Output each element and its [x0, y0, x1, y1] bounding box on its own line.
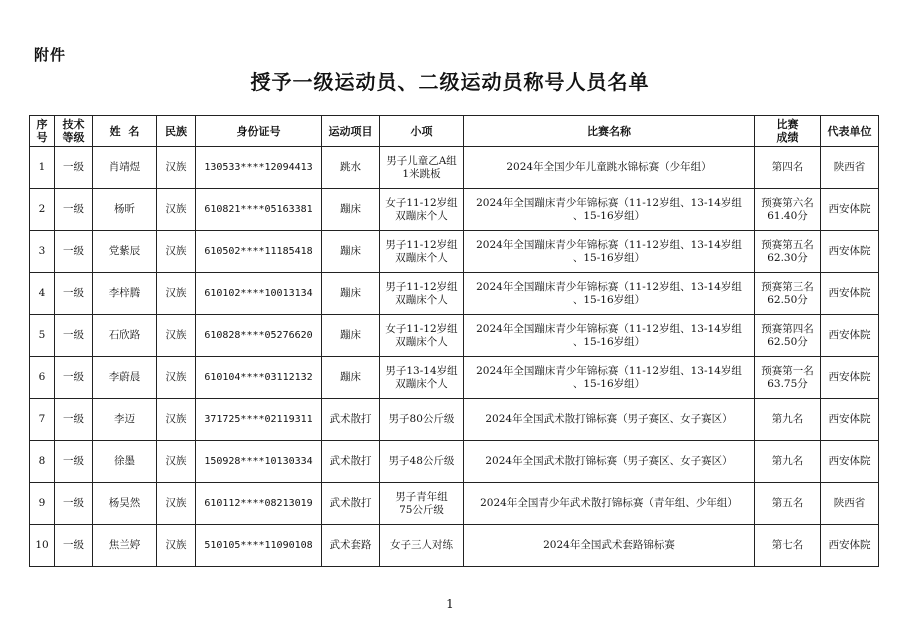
cell-ethnicity: 汉族 — [157, 483, 196, 525]
cell-no: 3 — [30, 231, 55, 273]
cell-sport: 武术套路 — [322, 525, 380, 567]
cell-ethnicity: 汉族 — [157, 315, 196, 357]
attachment-label: 附件 — [34, 46, 67, 64]
cell-sport: 蹦床 — [322, 273, 380, 315]
cell-ethnicity: 汉族 — [157, 273, 196, 315]
header-unit: 代表单位 — [821, 116, 879, 147]
cell-competition: 2024年全国蹦床青少年锦标赛（11-12岁组、13-14岁组 、15-16岁组） — [464, 273, 755, 315]
cell-sport: 蹦床 — [322, 231, 380, 273]
cell-competition: 2024年全国武术套路锦标赛 — [464, 525, 755, 567]
cell-result: 预赛第三名 62.50分 — [755, 273, 821, 315]
cell-name: 杨昕 — [93, 189, 157, 231]
cell-event: 女子三人对练 — [380, 525, 464, 567]
cell-sport: 武术散打 — [322, 483, 380, 525]
cell-event: 男子11-12岁组 双蹦床个人 — [380, 273, 464, 315]
document-title: 授予一级运动员、二级运动员称号人员名单 — [250, 70, 650, 94]
cell-competition: 2024年全国青少年武术散打锦标赛（青年组、少年组） — [464, 483, 755, 525]
cell-no: 7 — [30, 399, 55, 441]
cell-level: 一级 — [55, 483, 93, 525]
cell-sport: 武术散打 — [322, 399, 380, 441]
header-competition: 比赛名称 — [464, 116, 755, 147]
cell-no: 8 — [30, 441, 55, 483]
cell-competition: 2024年全国蹦床青少年锦标赛（11-12岁组、13-14岁组 、15-16岁组） — [464, 231, 755, 273]
table-row — [30, 357, 879, 399]
cell-event: 男子儿童乙A组 1米跳板 — [380, 147, 464, 189]
cell-level: 一级 — [55, 525, 93, 567]
cell-name: 徐墨 — [93, 441, 157, 483]
cell-no: 5 — [30, 315, 55, 357]
cell-competition: 2024年全国武术散打锦标赛（男子赛区、女子赛区） — [464, 441, 755, 483]
cell-name: 李迈 — [93, 399, 157, 441]
cell-level: 一级 — [55, 315, 93, 357]
header-sport: 运动项目 — [322, 116, 380, 147]
cell-name: 焦兰婷 — [93, 525, 157, 567]
cell-sport: 蹦床 — [322, 315, 380, 357]
cell-id: 130533****12094413 — [196, 147, 322, 189]
cell-event: 女子11-12岁组 双蹦床个人 — [380, 189, 464, 231]
cell-sport: 蹦床 — [322, 357, 380, 399]
cell-result: 预赛第四名 62.50分 — [755, 315, 821, 357]
table-row — [30, 273, 879, 315]
header-serial-no: 序 号 — [30, 116, 55, 147]
cell-id: 371725****02119311 — [196, 399, 322, 441]
cell-level: 一级 — [55, 147, 93, 189]
cell-unit: 西安体院 — [821, 315, 879, 357]
cell-level: 一级 — [55, 399, 93, 441]
cell-competition: 2024年全国蹦床青少年锦标赛（11-12岁组、13-14岁组 、15-16岁组） — [464, 357, 755, 399]
cell-event: 男子11-12岁组 双蹦床个人 — [380, 231, 464, 273]
cell-ethnicity: 汉族 — [157, 357, 196, 399]
cell-result: 第九名 — [755, 399, 821, 441]
cell-unit: 西安体院 — [821, 273, 879, 315]
table-row — [30, 441, 879, 483]
cell-sport: 蹦床 — [322, 189, 380, 231]
cell-result: 预赛第一名 63.75分 — [755, 357, 821, 399]
cell-id: 610112****08213019 — [196, 483, 322, 525]
cell-result: 预赛第六名 61.40分 — [755, 189, 821, 231]
cell-name: 李梓腾 — [93, 273, 157, 315]
cell-result: 预赛第五名 62.30分 — [755, 231, 821, 273]
cell-competition: 2024年全国少年儿童跳水锦标赛（少年组） — [464, 147, 755, 189]
cell-no: 1 — [30, 147, 55, 189]
cell-id: 610821****05163381 — [196, 189, 322, 231]
cell-no: 6 — [30, 357, 55, 399]
cell-ethnicity: 汉族 — [157, 231, 196, 273]
cell-level: 一级 — [55, 273, 93, 315]
header-result: 比赛 成绩 — [755, 116, 821, 147]
cell-id: 610502****11185418 — [196, 231, 322, 273]
cell-ethnicity: 汉族 — [157, 189, 196, 231]
cell-unit: 西安体院 — [821, 357, 879, 399]
cell-event: 男子13-14岁组 双蹦床个人 — [380, 357, 464, 399]
cell-id: 610104****03112132 — [196, 357, 322, 399]
cell-unit: 陕西省 — [821, 483, 879, 525]
cell-result: 第五名 — [755, 483, 821, 525]
page-number: 1 — [446, 597, 454, 611]
cell-event: 女子11-12岁组 双蹦床个人 — [380, 315, 464, 357]
header-event: 小项 — [380, 116, 464, 147]
cell-competition: 2024年全国蹦床青少年锦标赛（11-12岁组、13-14岁组 、15-16岁组） — [464, 315, 755, 357]
cell-no: 2 — [30, 189, 55, 231]
cell-ethnicity: 汉族 — [157, 399, 196, 441]
cell-level: 一级 — [55, 231, 93, 273]
cell-id: 150928****10130334 — [196, 441, 322, 483]
table-row — [30, 315, 879, 357]
cell-competition: 2024年全国蹦床青少年锦标赛（11-12岁组、13-14岁组 、15-16岁组） — [464, 189, 755, 231]
cell-unit: 陕西省 — [821, 147, 879, 189]
cell-name: 石欣路 — [93, 315, 157, 357]
table-row — [30, 399, 879, 441]
cell-id: 510105****11090108 — [196, 525, 322, 567]
table-row — [30, 231, 879, 273]
cell-unit: 西安体院 — [821, 525, 879, 567]
table-row — [30, 189, 879, 231]
cell-name: 李蔚晨 — [93, 357, 157, 399]
header-id-number: 身份证号 — [196, 116, 322, 147]
cell-unit: 西安体院 — [821, 189, 879, 231]
cell-event: 男子青年组 75公斤级 — [380, 483, 464, 525]
table-row — [30, 147, 879, 189]
cell-ethnicity: 汉族 — [157, 525, 196, 567]
cell-id: 610102****10013134 — [196, 273, 322, 315]
cell-event: 男子48公斤级 — [380, 441, 464, 483]
cell-no: 9 — [30, 483, 55, 525]
cell-no: 10 — [30, 525, 55, 567]
cell-name: 杨昊然 — [93, 483, 157, 525]
header-tech-level: 技术 等级 — [55, 116, 93, 147]
header-ethnicity: 民族 — [157, 116, 196, 147]
table-row — [30, 525, 879, 567]
cell-result: 第九名 — [755, 441, 821, 483]
cell-level: 一级 — [55, 357, 93, 399]
cell-level: 一级 — [55, 441, 93, 483]
cell-unit: 西安体院 — [821, 399, 879, 441]
header-name: 姓 名 — [93, 116, 157, 147]
cell-name: 党紫辰 — [93, 231, 157, 273]
cell-ethnicity: 汉族 — [157, 147, 196, 189]
cell-result: 第七名 — [755, 525, 821, 567]
cell-name: 肖靖煜 — [93, 147, 157, 189]
cell-sport: 武术散打 — [322, 441, 380, 483]
athlete-roster-table — [29, 115, 879, 567]
cell-unit: 西安体院 — [821, 231, 879, 273]
cell-no: 4 — [30, 273, 55, 315]
cell-event: 男子80公斤级 — [380, 399, 464, 441]
cell-result: 第四名 — [755, 147, 821, 189]
table-header-row — [30, 116, 879, 147]
cell-unit: 西安体院 — [821, 441, 879, 483]
cell-level: 一级 — [55, 189, 93, 231]
cell-ethnicity: 汉族 — [157, 441, 196, 483]
table-row — [30, 483, 879, 525]
cell-competition: 2024年全国武术散打锦标赛（男子赛区、女子赛区） — [464, 399, 755, 441]
cell-sport: 跳水 — [322, 147, 380, 189]
cell-id: 610828****05276620 — [196, 315, 322, 357]
